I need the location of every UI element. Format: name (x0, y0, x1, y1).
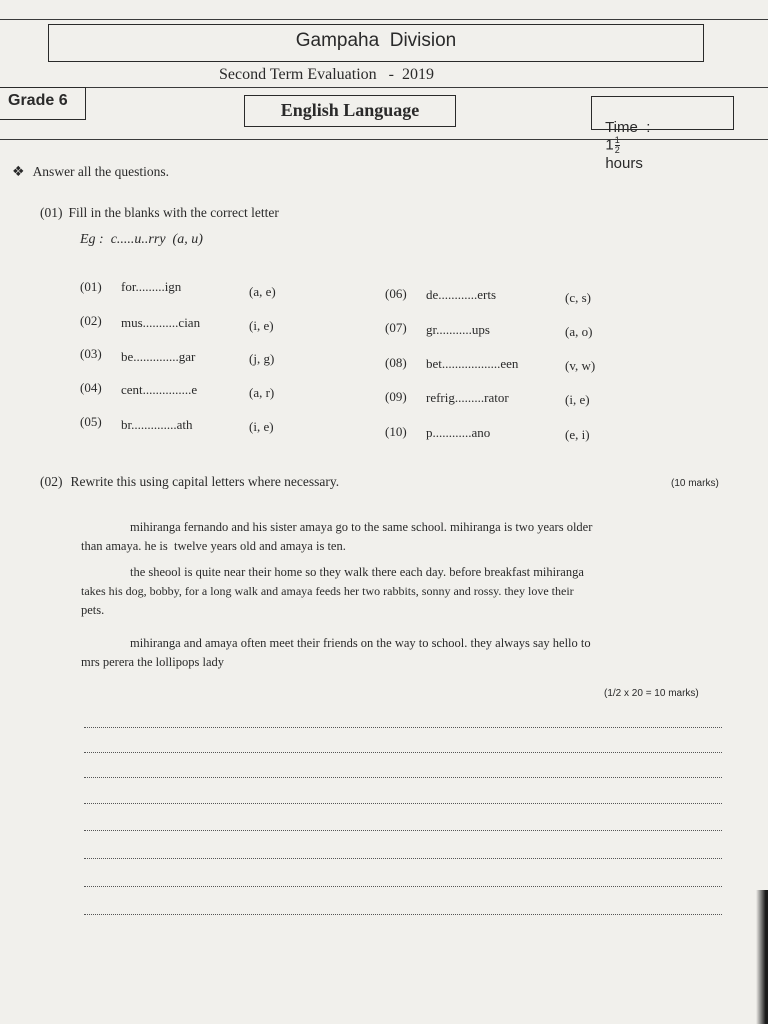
q1-item (385, 389, 407, 405)
q2-marks: (1/2 x 20 = 10 marks) (604, 688, 699, 699)
q1-number: (01) (40, 205, 63, 220)
q1-item-word: br..............ath (121, 417, 193, 432)
q1-item-word: refrig.........rator (426, 390, 509, 405)
q2-p2-line-1: the sheool is quite near their home so they walk there each day. before breakfast mihiranga (130, 565, 584, 579)
q1-item-word: bet..................een (426, 356, 519, 371)
q1-item-options: (a, e) (249, 284, 276, 299)
q1-item-options: (i, e) (565, 392, 590, 407)
q1-item (385, 355, 407, 371)
q1-prompt: Fill in the blanks with the correct letter (68, 205, 279, 220)
q1-item (385, 424, 407, 440)
q1-item (80, 346, 102, 362)
subject-title: English Language (280, 100, 420, 120)
answer-line (84, 858, 722, 859)
answer-line (84, 914, 722, 915)
header-middle-rule (0, 87, 768, 88)
q2-prompt: Rewrite this using capital letters where necessary. (70, 474, 340, 489)
q2-heading (40, 474, 339, 490)
q2-p1-line-2: than amaya. he is twelve years old and amaya is ten. (81, 539, 346, 553)
q2-number: (02) (40, 474, 63, 489)
q1-item-number: (03) (80, 346, 102, 361)
evaluation-title: Second Term Evaluation - 2019 (219, 66, 434, 83)
q1-item-number: (07) (385, 320, 407, 335)
q1-item-number: (06) (385, 286, 407, 301)
diamond-bullet-icon: ❖ (12, 164, 25, 180)
q1-item-word: p............ano (426, 425, 491, 440)
q1-item-number: (04) (80, 380, 102, 395)
answer-line (84, 777, 722, 778)
q2-paragraph-2 (81, 563, 741, 620)
q1-item-options: (a, r) (249, 385, 275, 400)
answer-line (84, 830, 722, 831)
q1-item-number: (01) (80, 279, 102, 294)
q1-item (80, 414, 102, 430)
time-fraction-numerator: 1 (614, 135, 620, 145)
q1-item-word: cent...............e (121, 382, 198, 397)
q2-p1-line-1: mihiranga fernando and his sister amaya go to the same school. mihiranga is two years older (130, 520, 593, 534)
answer-line (84, 886, 722, 887)
page-shadow-edge (756, 890, 768, 1024)
time-whole: 1 (605, 136, 614, 154)
header-top-rule (0, 19, 768, 20)
q1-item (80, 380, 102, 396)
time-allowed (597, 102, 650, 172)
q1-item-word: be..............gar (121, 349, 196, 364)
q2-p2-line-2: takes his dog, bobby, for a long walk and amaya feeds her two rabbits, sonny and rossy. they love their (81, 584, 574, 598)
answer-line (84, 727, 722, 728)
q1-item-options: (j, g) (249, 351, 275, 366)
q1-item-number: (10) (385, 424, 407, 439)
q1-item (385, 320, 407, 336)
q1-item-number: (09) (385, 389, 407, 404)
q2-paragraph-1 (81, 518, 741, 556)
q1-item-number: (05) (80, 414, 102, 429)
answer-line (84, 803, 722, 804)
header-bottom-rule (0, 139, 768, 140)
time-label: Time : (605, 119, 651, 136)
time-fraction-denominator: 2 (614, 145, 620, 155)
q1-item-options: (v, w) (565, 358, 596, 373)
q1-item-number: (08) (385, 355, 407, 370)
answer-line (84, 752, 722, 753)
q2-p3-line-1: mihiranga and amaya often meet their friends on the way to school. they always say hello to (130, 636, 591, 650)
q1-item (385, 286, 407, 302)
instruction (12, 164, 169, 180)
q1-item (80, 313, 102, 329)
q2-paragraph-3 (81, 634, 741, 672)
q2-p2-line-3: pets. (81, 603, 105, 617)
time-unit: hours (605, 155, 643, 172)
q1-item-word: mus...........cian (121, 315, 201, 330)
q1-item-number: (02) (80, 313, 102, 328)
q1-item-word: de............erts (426, 287, 497, 302)
instruction-text: Answer all the questions. (32, 164, 170, 179)
q1-item-options: (e, i) (565, 427, 590, 442)
q1-item (80, 279, 102, 295)
q1-item-word: gr...........ups (426, 322, 490, 337)
q1-item-options: (i, e) (249, 318, 274, 333)
q1-item-options: (a, o) (565, 324, 593, 339)
division-title: Gampaha Division (295, 30, 457, 51)
q2-p3-line-2: mrs perera the lollipops lady (81, 655, 225, 669)
q1-example: Eg : c.....u..rry (a, u) (80, 232, 203, 247)
grade-label: Grade 6 (8, 92, 68, 109)
q1-item-word: for.........ign (121, 279, 182, 294)
q1-marks: (10 marks) (671, 478, 719, 489)
q1-item-options: (c, s) (565, 290, 591, 305)
q1-heading (40, 205, 279, 221)
q1-item-options: (i, e) (249, 419, 274, 434)
